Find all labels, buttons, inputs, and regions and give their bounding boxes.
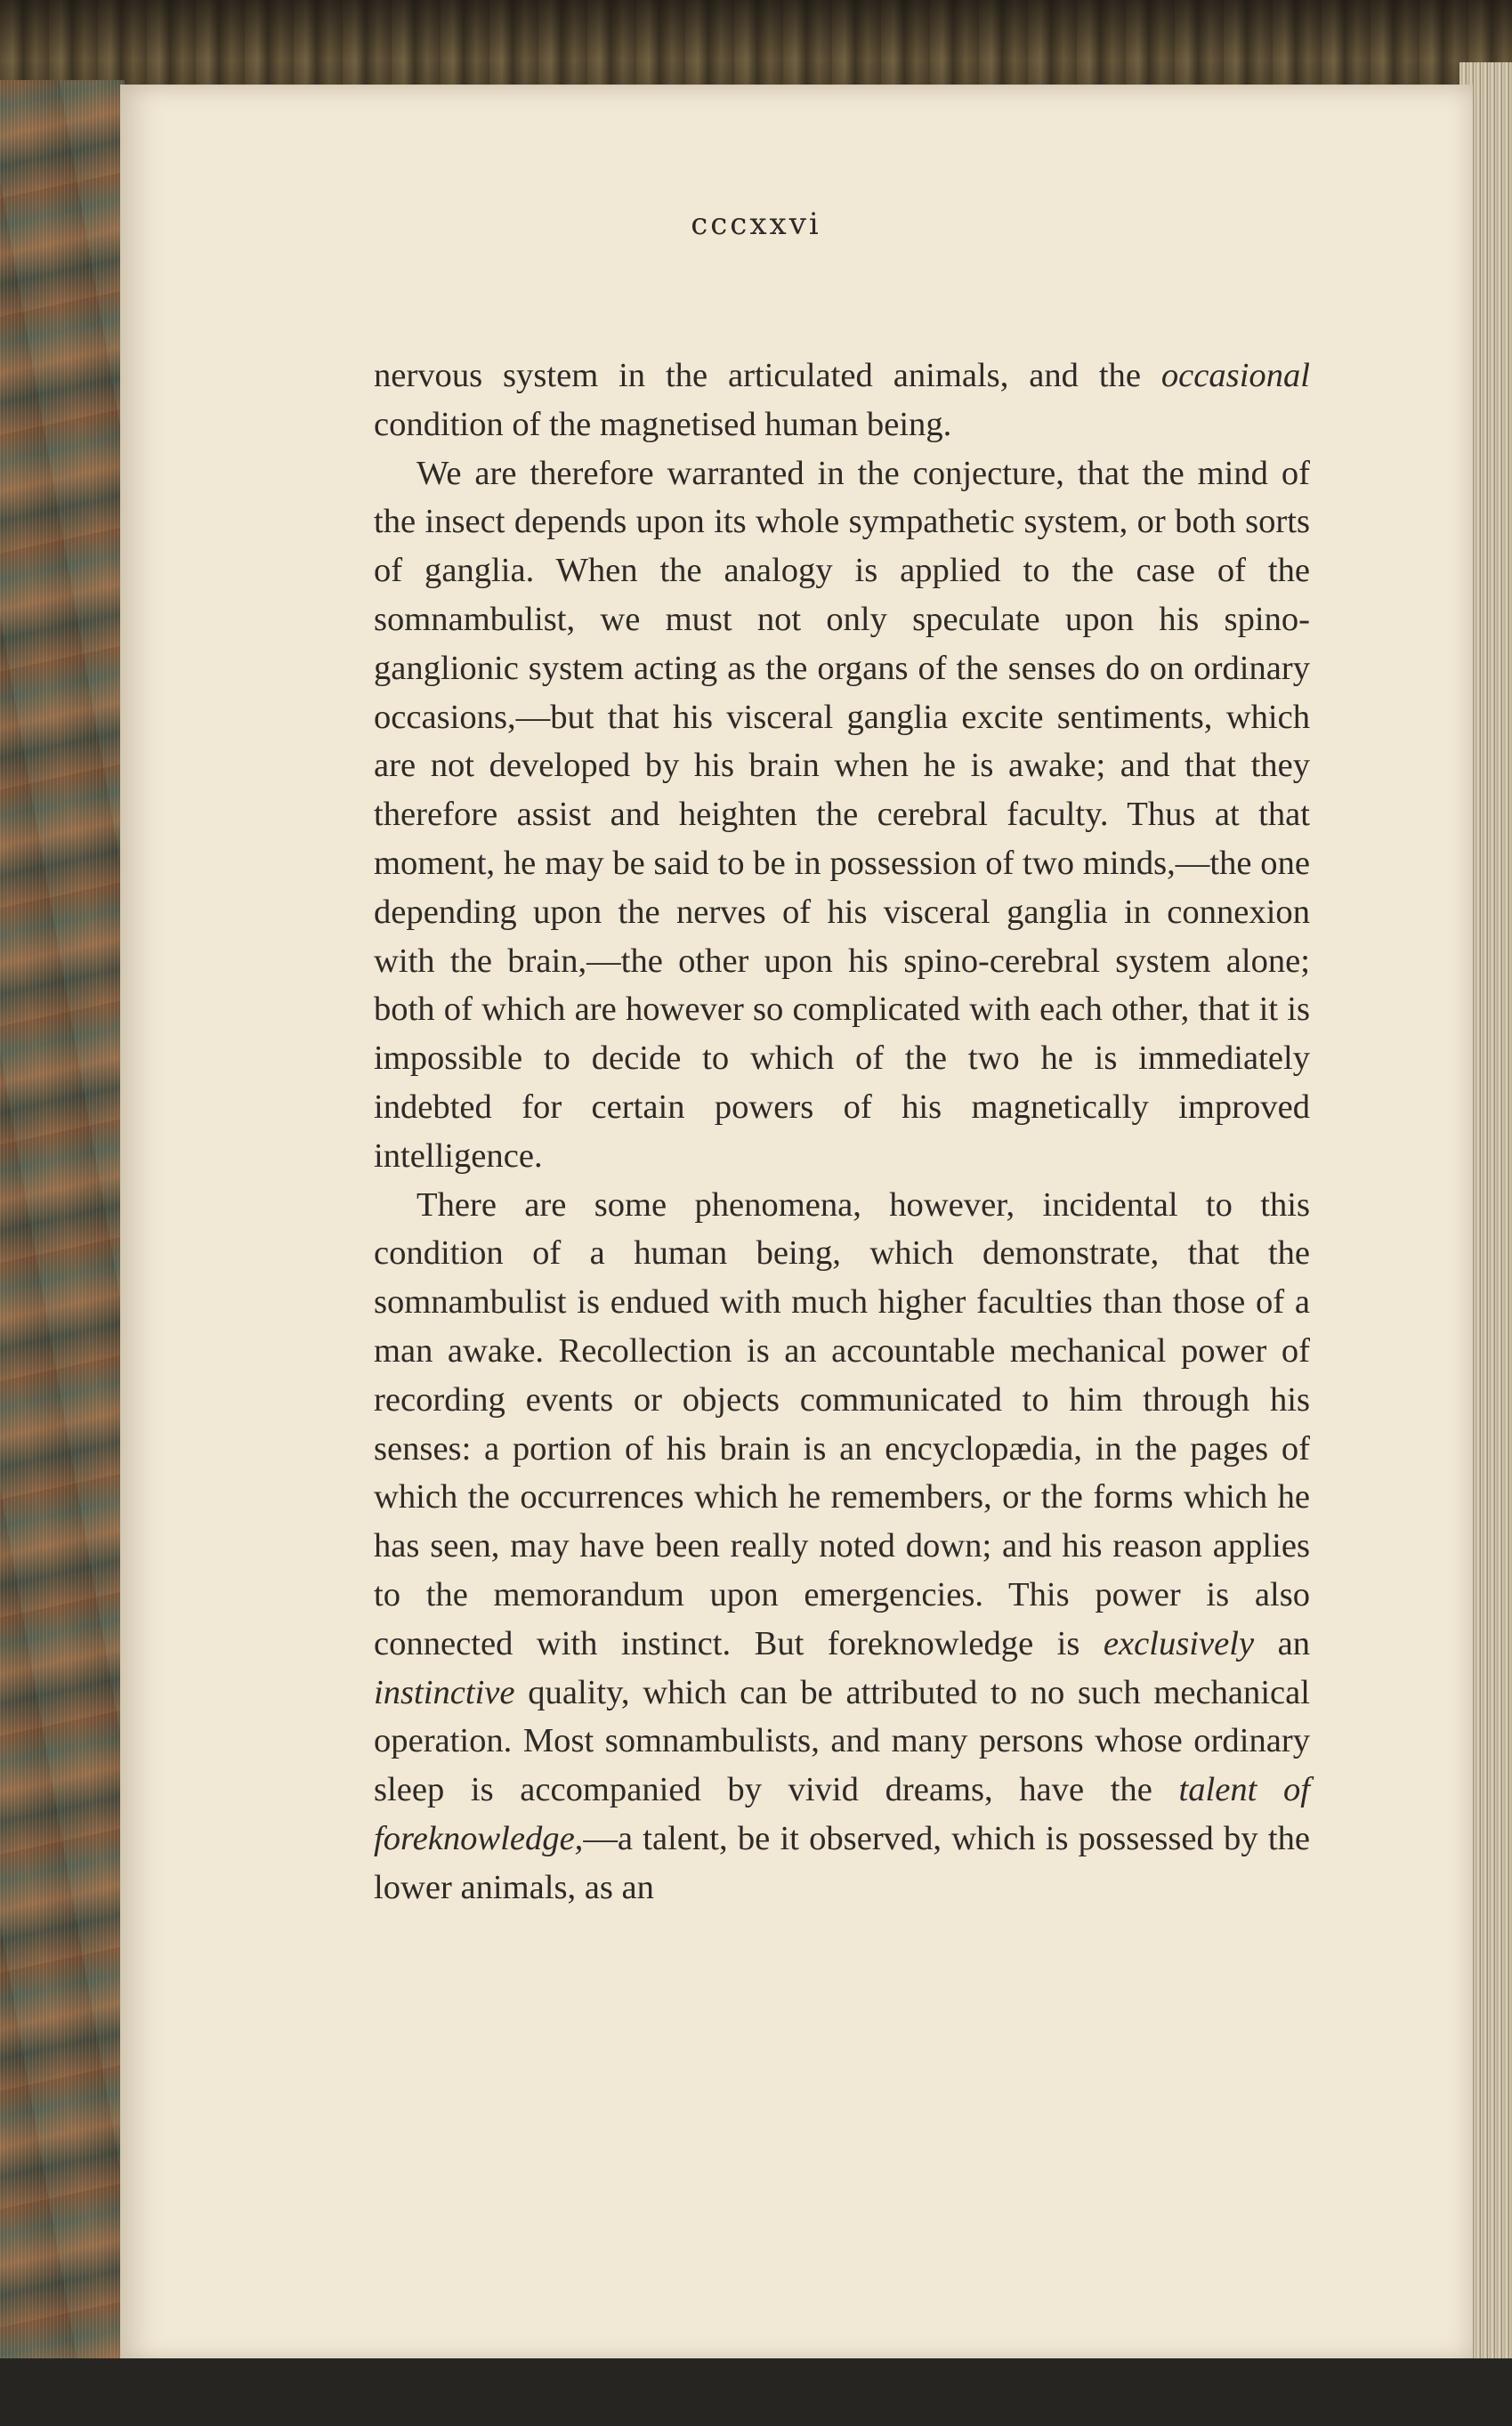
text-run: quality, which can be attributed to no such mechanical operation. Most somnambulists, and many persons whose ordinary sleep is accompanied by vivid dreams, have the bbox=[374, 1673, 1310, 1809]
text-run: an bbox=[1254, 1624, 1310, 1662]
paragraph-2 bbox=[374, 449, 1310, 1181]
paragraph-1 bbox=[374, 352, 1310, 449]
paragraph-3 bbox=[374, 1181, 1310, 1912]
italic-run: exclusively bbox=[1103, 1624, 1255, 1662]
italic-run: talent of foreknowledge, bbox=[374, 1771, 1310, 1857]
text-run: nervous system in the articulated animals, and the bbox=[374, 357, 1161, 394]
body-text bbox=[374, 352, 1310, 1912]
bottom-shadow bbox=[0, 2358, 1512, 2426]
text-run: condition of the magnetised human being. bbox=[374, 405, 952, 443]
italic-run: instinctive bbox=[374, 1673, 515, 1711]
page-number: cccxxvi bbox=[691, 206, 821, 242]
text-run: —a talent, be it observed, which is possessed by the lower animals, as an bbox=[374, 1819, 1310, 1906]
text-run: There are some phenomena, however, incidental to this condition of a human being, which demonstrate, that the somnambulist is endued with much higher faculties than those of a man awake. Recollection is an accountable mechanical power of recording events or objects communicated to him through his senses: a portion of his brain is an encyclopædia, in the pages of which the occurrences which he remembers, or the forms which he has seen, may have been really noted down; and his reason applies to the memorandum upon emergencies. This power is also connected with instinct. But foreknowledge is bbox=[374, 1185, 1310, 1662]
text-run: We are therefore warranted in the conjecture, that the mind of the insect depends upon its whole sympathetic system, or both sorts of ganglia. When the analogy is applied to the case of the somnambulist, we must not only speculate upon his spino-ganglionic system acting as the organs of the senses do on ordinary occasions,—but that his visceral ganglia excite sentiments, which are not developed by his brain when he is awake; and that they therefore assist and heighten the cerebral faculty. Thus at that moment, he may be said to be in possession of two minds,—the one depending upon the nerves of his visceral ganglia in connexion with the brain,—the other upon his spino-cerebral system alone; both of which are however so complicated with each other, that it is impossible to decide to which of the two he is immediately indebted for certain powers of his magnetically improved intelligence. bbox=[374, 454, 1310, 1175]
italic-run: occasional bbox=[1160, 357, 1310, 394]
marbled-page-edge bbox=[0, 80, 125, 2358]
